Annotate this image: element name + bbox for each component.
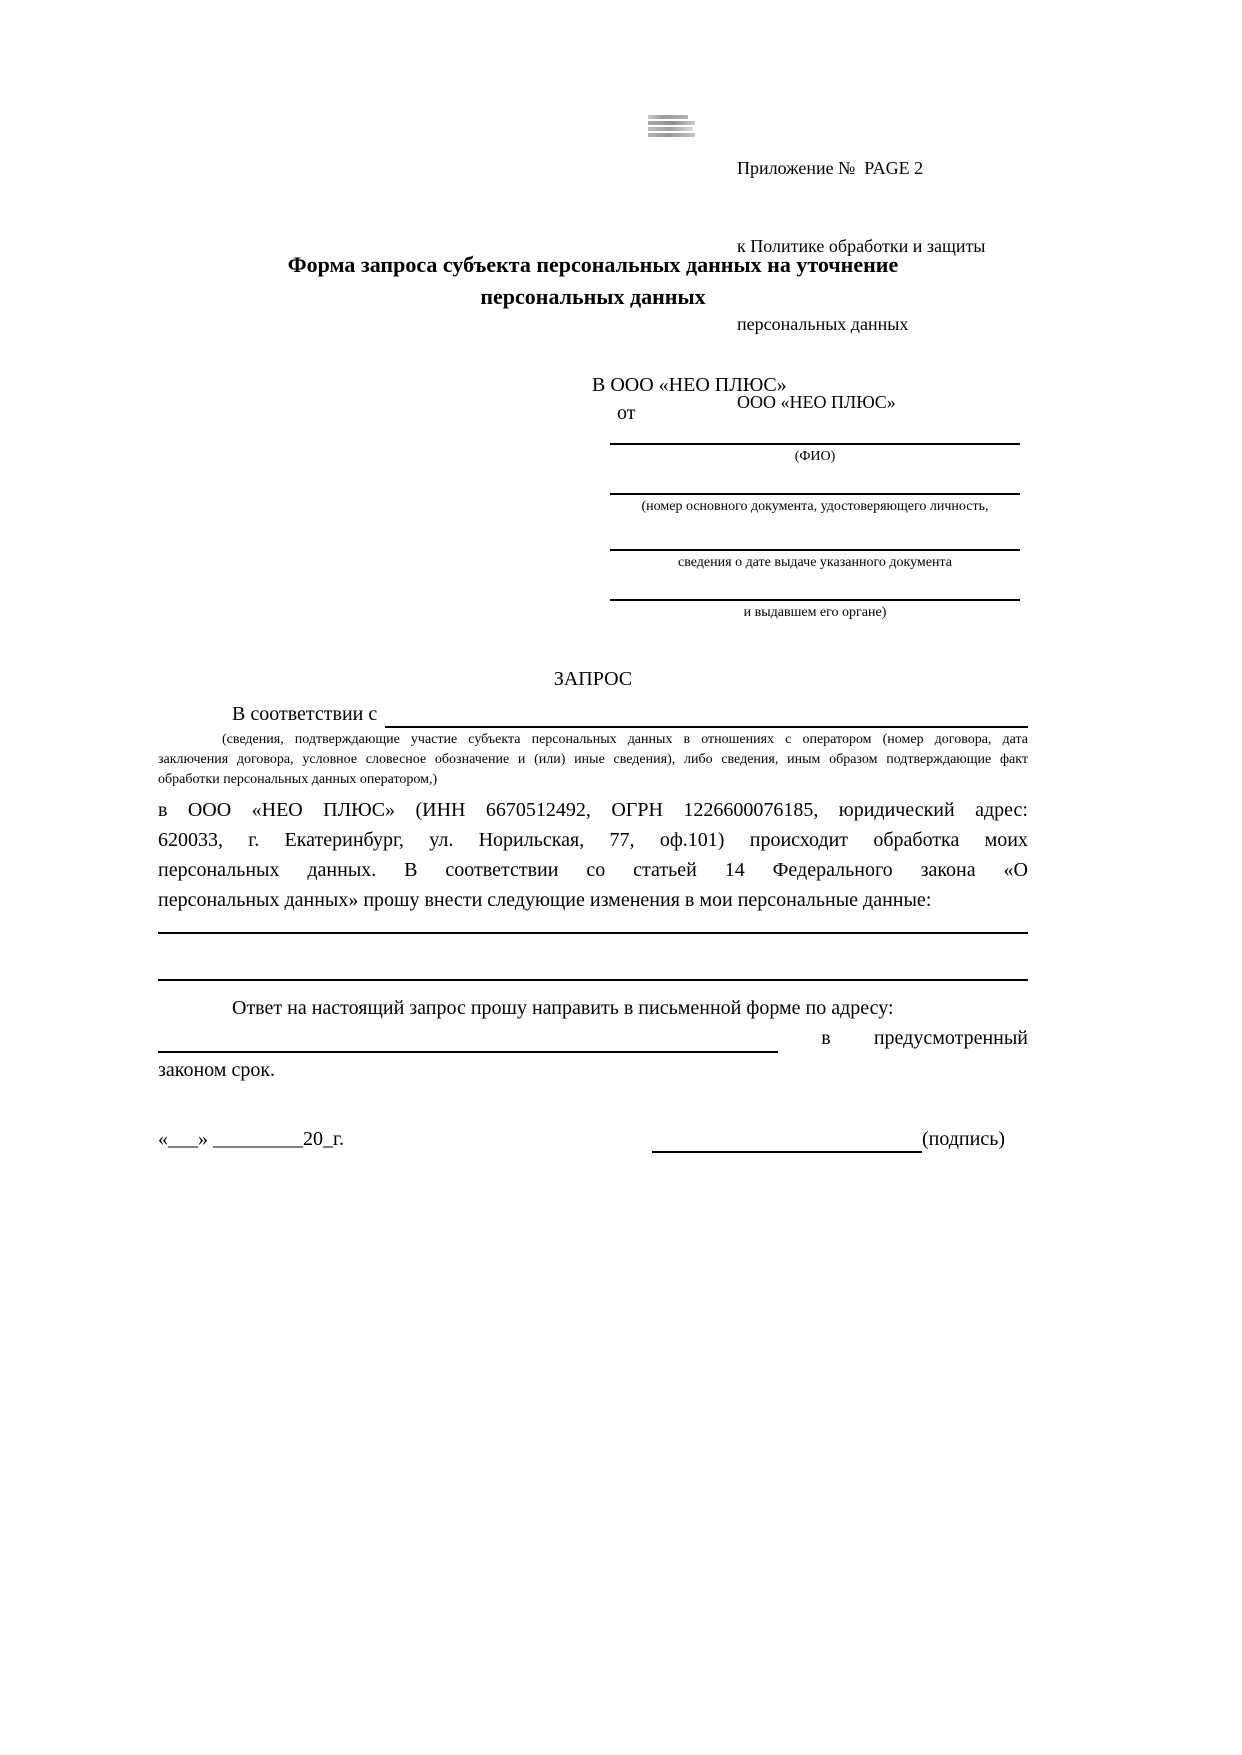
changes-blank-line-1 [158, 932, 1028, 934]
policy-line-1: к Политике обработки и защиты [737, 236, 986, 256]
body-line-2: 620033, г. Екатеринбург, ул. Норильская, 77, оф.101) происходит обработка моих [158, 829, 1028, 851]
request-heading: ЗАПРОС [553, 668, 633, 690]
blurred-text-stripes-icon [648, 115, 695, 140]
issue-date-field [610, 549, 1020, 572]
body-line-4: персональных данных» прошу внести следующие изменения в мои персональные данные: [158, 889, 932, 911]
title-line-2: персональных данных [480, 284, 706, 309]
issuer-caption: и выдавшем его органе) [743, 605, 887, 620]
request-body [158, 795, 1028, 915]
footer-row [158, 1125, 1028, 1153]
issue-date-caption: сведения о дате выдаче указанного документа [678, 555, 952, 570]
body-line-1: в ООО «НЕО ПЛЮС» (ИНН 6670512492, ОГРН 1226600076185, юридический адрес: [158, 799, 1028, 821]
addressee-to: В ООО «НЕО ПЛЮС» [592, 374, 787, 396]
title-line-1: Форма запроса субъекта персональных данных на уточнение [287, 252, 899, 277]
note-line-3: обработки персональных данных оператором,) [158, 772, 438, 787]
answer-tail: законом срок. [158, 1059, 276, 1081]
note-line-1: (сведения, подтверждающие участие субъекта персональных данных в отношениях с оператором (номер договора, дата [222, 732, 1028, 747]
intro-blank-line [385, 704, 1028, 728]
company-name: ООО «НЕО ПЛЮС» [737, 392, 896, 412]
answer-lead: Ответ на настоящий запрос прошу направить в письменной форме по адресу: [232, 997, 894, 1019]
answer-address-row [158, 1023, 1028, 1053]
answer-word-term: предусмотренный [873, 1027, 1028, 1049]
issuer-field [610, 599, 1020, 622]
stripe [648, 121, 695, 125]
address-blank-line [158, 1027, 778, 1053]
appendix-line: Приложение № PAGE 2 [737, 158, 924, 178]
body-line-3: персональных данных. В соответствии со статьей 14 Федерального закона «О [158, 859, 1028, 881]
intro-row [158, 700, 1028, 728]
policy-line-2: персональных данных [737, 314, 909, 334]
date-blank: «___» _________20_г. [158, 1128, 344, 1150]
intro-label: В соответствии с [232, 703, 378, 725]
signature-caption: (подпись) [921, 1128, 1005, 1150]
note-line-2: заключения договора, условное словесное обозначение и (или) иные сведения), либо сведения, иным образом подтверждающие факт [158, 752, 1028, 767]
fio-caption: (ФИО) [794, 449, 836, 464]
appendix-block [737, 103, 985, 467]
stripe [648, 115, 688, 119]
addressee-fields [610, 443, 1020, 622]
signature-blank-line [652, 1129, 922, 1153]
stripe [648, 133, 695, 137]
document-content [0, 103, 1242, 1153]
stripe [648, 127, 693, 131]
addressee-from-label: от [617, 402, 636, 424]
intro-note [158, 730, 1028, 790]
changes-blank-line-2 [158, 979, 1028, 981]
answer-word-v: в [821, 1027, 831, 1049]
document-number-caption: (номер основного документа, удостоверяющего личность, [641, 499, 989, 514]
signature-area [652, 1125, 1005, 1153]
document-number-field [610, 493, 1020, 516]
